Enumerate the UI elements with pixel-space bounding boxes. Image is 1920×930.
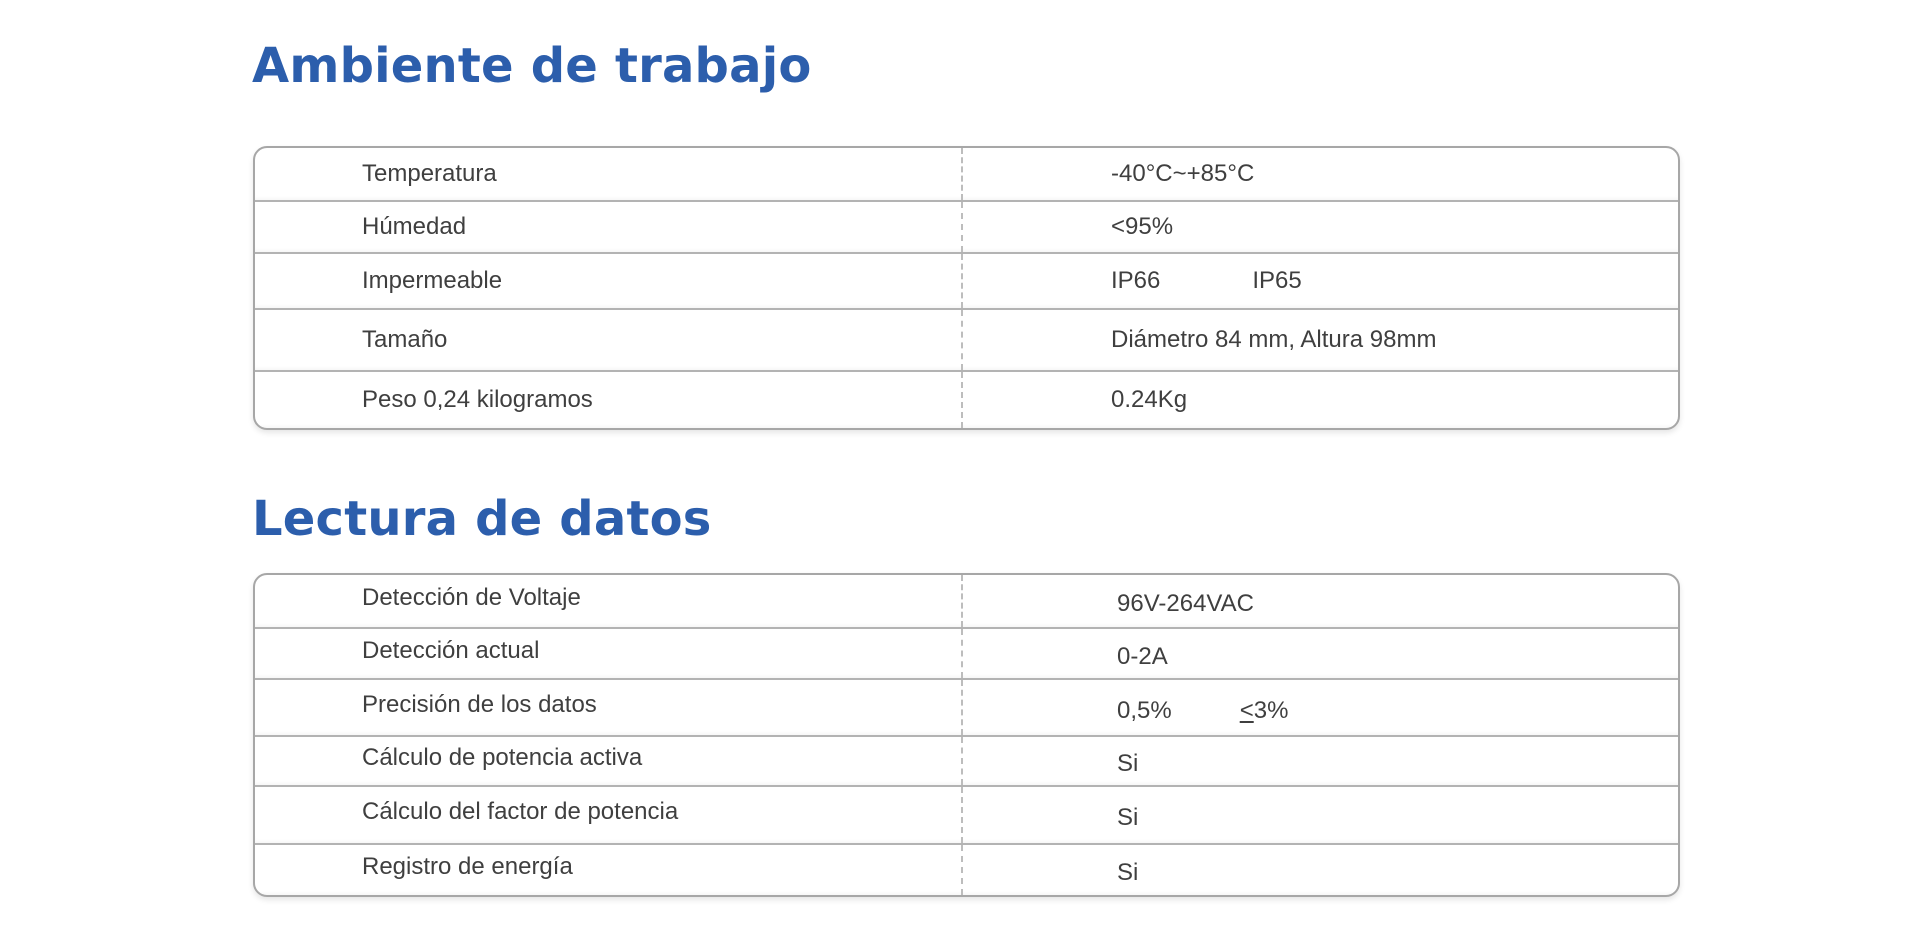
value-text: 0.24Kg [1111,386,1188,413]
row-label-energy-record: Registro de energía [362,853,573,880]
value-text: Si [1117,859,1139,886]
value-text: 0,5% [1117,696,1172,724]
row-value-current-detection [961,642,1678,670]
column-divider [961,148,963,200]
row-label-weight: Peso 0,24 kilogramos [362,386,593,413]
column-divider [961,254,963,308]
less-or-equal-mark: < [1239,696,1254,724]
section-title-work-environment: Ambiente de trabajo [252,38,812,94]
row-value-voltage-detection [961,592,1678,616]
row-value-data-accuracy [961,696,1678,724]
table-row [255,254,1678,310]
value-text: IP66 [1111,267,1161,294]
value-text-secondary: IP65 [1252,267,1302,294]
row-label-temperature: Temperatura [362,160,497,187]
column-divider [961,202,963,252]
row-value-weight [961,388,1678,412]
row-value-waterproof [961,269,1678,293]
table-row [255,787,1678,845]
value-text: 0-2A [1117,642,1168,670]
row-value-humidity [961,215,1678,239]
section-title-data-reading: Lectura de datos [252,491,712,547]
table-row [255,372,1678,428]
value-text: 96V-264VAC [1117,590,1254,617]
table-row [255,629,1678,680]
row-label-power-factor: Cálculo del factor de potencia [362,798,679,825]
table-row [255,310,1678,372]
value-text: <95% [1111,213,1174,240]
value-text: Si [1117,804,1139,831]
value-text: Diámetro 84 mm, Altura 98mm [1111,326,1437,353]
data-reading-table [253,573,1680,897]
row-value-size [961,328,1678,352]
table-row [255,202,1678,254]
row-label-waterproof: Impermeable [362,267,503,294]
row-value-power-factor [961,806,1678,830]
table-row [255,680,1678,737]
value-text: Si [1117,750,1139,777]
row-label-voltage-detection: Detección de Voltaje [362,584,581,611]
table-row [255,575,1678,629]
row-label-active-power: Cálculo de potencia activa [362,744,643,771]
column-divider [961,310,963,370]
value-text: -40°C~+85°C [1111,160,1255,187]
column-divider [961,372,963,428]
value-text-secondary-number: 3% [1253,696,1289,724]
row-value-active-power [961,752,1678,776]
row-label-current-detection: Detección actual [362,636,540,664]
row-value-temperature [961,162,1678,186]
value-text-secondary [1239,696,1289,724]
row-label-size: Tamaño [362,326,448,353]
table-row [255,148,1678,202]
row-label-data-accuracy: Precisión de los datos [362,690,597,718]
table-row [255,737,1678,787]
row-value-energy-record [961,861,1678,885]
row-label-humidity: Húmedad [362,213,467,240]
work-environment-table [253,146,1680,430]
table-row [255,845,1678,895]
